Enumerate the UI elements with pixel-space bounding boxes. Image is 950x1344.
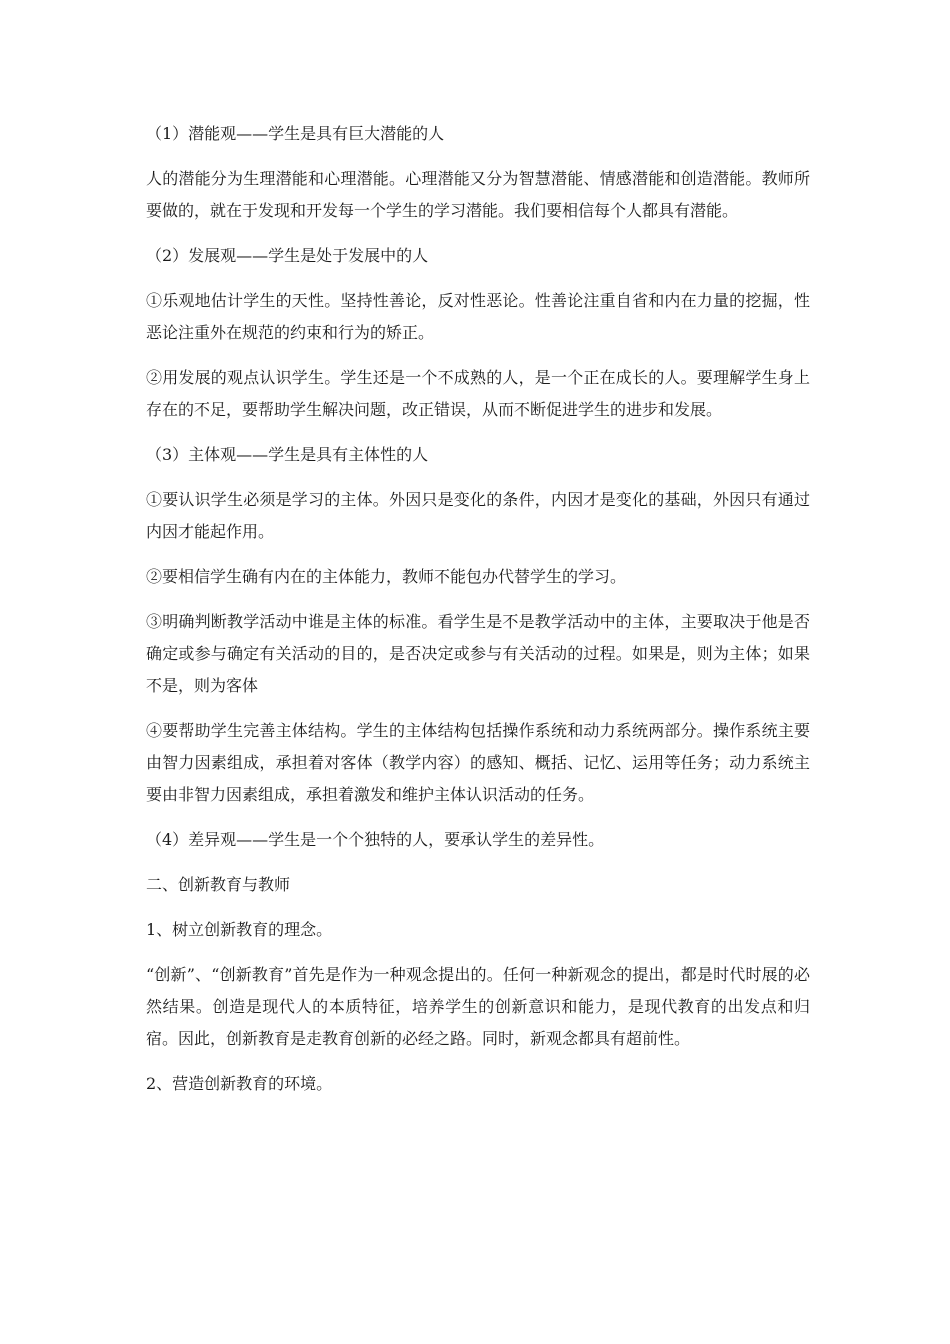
paragraph-development-2: ②用发展的观点认识学生。学生还是一个不成熟的人，是一个正在成长的人。要理解学生身上存在的不足，要帮助学生解决问题，改正错误，从而不断促进学生的进步和发展。 [146,368,810,419]
heading-subject-view: （3）主体观——学生是具有主体性的人 [146,445,429,464]
subheading-concept: 1、树立创新教育的理念。 [146,920,333,939]
paragraph-subject-4: ④要帮助学生完善主体结构。学生的主体结构包括操作系统和动力系统两部分。操作系统主要由智力因素组成，承担着对客体（教学内容）的感知、概括、记忆、运用等任务；动力系统主要由非智力因素组成，承担着激发和维护主体认识活动的任务。 [146,721,810,804]
heading-difference-view: （4）差异观——学生是一个个独特的人，要承认学生的差异性。 [146,830,605,849]
paragraph-potential: 人的潜能分为生理潜能和心理潜能。心理潜能又分为智慧潜能、情感潜能和创造潜能。教师所要做的，就在于发现和开发每一个学生的学习潜能。我们要相信每个人都具有潜能。 [146,169,810,220]
paragraph-subject-2: ②要相信学生确有内在的主体能力，教师不能包办代替学生的学习。 [146,567,627,586]
document-body [146,118,810,1100]
paragraph-development-1: ①乐观地估计学生的天性。坚持性善论，反对性恶论。性善论注重自省和内在力量的挖掘，性恶论注重外在规范的约束和行为的矫正。 [146,291,810,342]
subheading-environment: 2、营造创新教育的环境。 [146,1074,333,1093]
heading-development-view: （2）发展观——学生是处于发展中的人 [146,246,429,265]
paragraph-subject-1: ①要认识学生必须是学习的主体。外因只是变化的条件，内因才是变化的基础，外因只有通过内因才能起作用。 [146,490,810,541]
section-heading-innovation: 二、创新教育与教师 [146,875,291,894]
paragraph-innovation-concept: “创新”、“创新教育”首先是作为一种观念提出的。任何一种新观念的提出，都是时代时展的必然结果。创造是现代人的本质特征，培养学生的创新意识和能力，是现代教育的出发点和归宿。因此，创新教育是走教育创新的必经之路。同时，新观念都具有超前性。 [146,965,810,1048]
paragraph-subject-3: ③明确判断教学活动中谁是主体的标准。看学生是不是教学活动中的主体，主要取决于他是否确定或参与确定有关活动的目的，是否决定或参与有关活动的过程。如果是，则为主体；如果不是，则为客体 [146,612,810,695]
heading-potential-view: （1）潜能观——学生是具有巨大潜能的人 [146,124,445,143]
